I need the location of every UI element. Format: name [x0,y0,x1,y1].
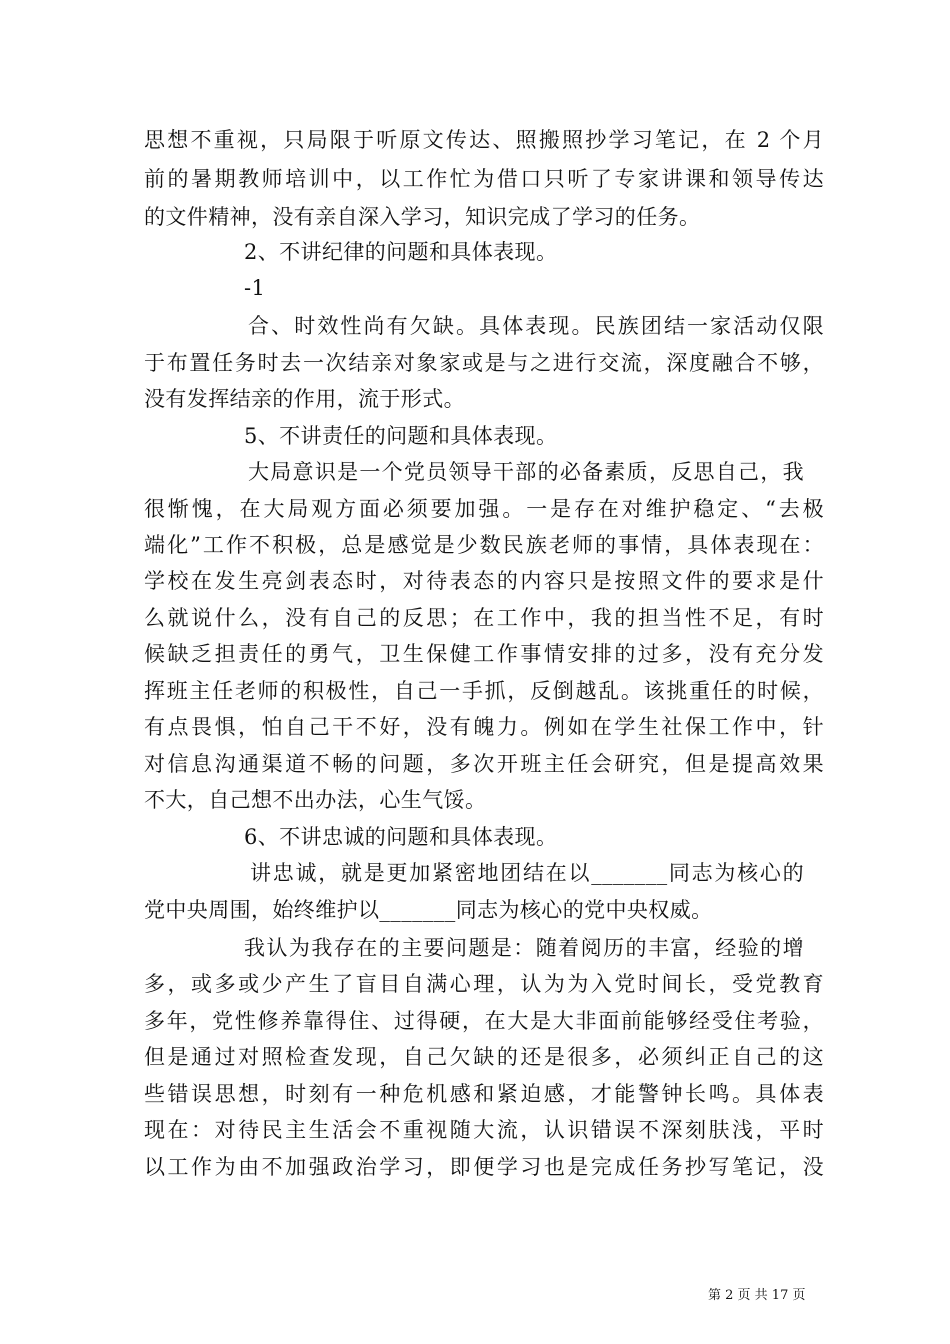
text-line: 多，或多或少产生了盲目自满心理，认为为入党时间长，受党教育 [144,972,824,996]
text-line: 学校在发生亮剑表态时，对待表态的内容只是按照文件的要求是什 [144,569,824,593]
text-line: 于布置任务时去一次结亲对象家或是与之进行交流，深度融合不够， [144,351,824,375]
text-line: 前的暑期教师培训中，以工作忙为借口只听了专家讲课和领导传达 [144,167,824,191]
text-line: 但是通过对照检查发现，自己欠缺的还是很多，必须纠正自己的这 [144,1045,824,1069]
text-line: 端化”工作不积极，总是感觉是少数民族老师的事情，具体表现在： [144,533,824,557]
text-line: 不大，自己想不出办法，心生气馁。 [144,788,487,812]
text-line: 讲忠诚，就是更加紧密地团结在以_______同志为核心的 [250,861,804,885]
text-line: 现在：对待民主生活会不重视随大流，认识错误不深刻肤浅，平时 [144,1118,824,1142]
text-line: 党中央周围，始终维护以_______同志为核心的党中央权威。 [144,898,713,922]
text-line: -1 [244,276,266,300]
text-line: 候缺乏担责任的勇气，卫生保健工作事情安排的过多，没有充分发 [144,642,824,666]
text-line: 挥班主任老师的积极性，自己一手抓，反倒越乱。该挑重任的时候， [144,679,824,703]
text-line: 没有发挥结亲的作用，流于形式。 [144,387,465,411]
text-line: 对信息沟通渠道不畅的问题，多次开班主任会研究，但是提高效果 [144,752,824,776]
text-line: 以工作为由不加强政治学习，即便学习也是完成任务抄写笔记，没 [144,1155,824,1179]
section-heading: 2、不讲纪律的问题和具体表现。 [244,240,558,264]
text-line: 思想不重视，只局限于听原文传达、照搬照抄学习笔记，在 2 个月 [144,128,824,152]
page-number: 第 2 页 共 17 页 [708,1288,806,1303]
text-line: 有点畏惧，怕自己干不好，没有魄力。例如在学生社保工作中，针 [144,715,824,739]
text-line: 我认为我存在的主要问题是：随着阅历的丰富，经验的增 [244,936,804,960]
text-line: 大局意识是一个党员领导干部的必备素质，反思自己，我 [248,460,804,484]
text-line: 些错误思想，时刻有一种危机感和紧迫感，才能警钟长鸣。具体表 [144,1082,824,1106]
text-line: 很惭愧，在大局观方面必须要加强。一是存在对维护稳定、“去极 [144,497,824,521]
text-line: 合、时效性尚有欠缺。具体表现。民族团结一家活动仅限 [248,314,824,338]
text-line: 么就说什么，没有自己的反思；在工作中，我的担当性不足，有时 [144,606,824,630]
section-heading: 5、不讲责任的问题和具体表现。 [244,424,558,448]
text-line: 的文件精神，没有亲自深入学习，知识完成了学习的任务。 [144,205,701,229]
section-heading: 6、不讲忠诚的问题和具体表现。 [244,825,558,849]
text-line: 多年，党性修养靠得住、过得硬，在大是大非面前能够经受住考验， [144,1009,824,1033]
